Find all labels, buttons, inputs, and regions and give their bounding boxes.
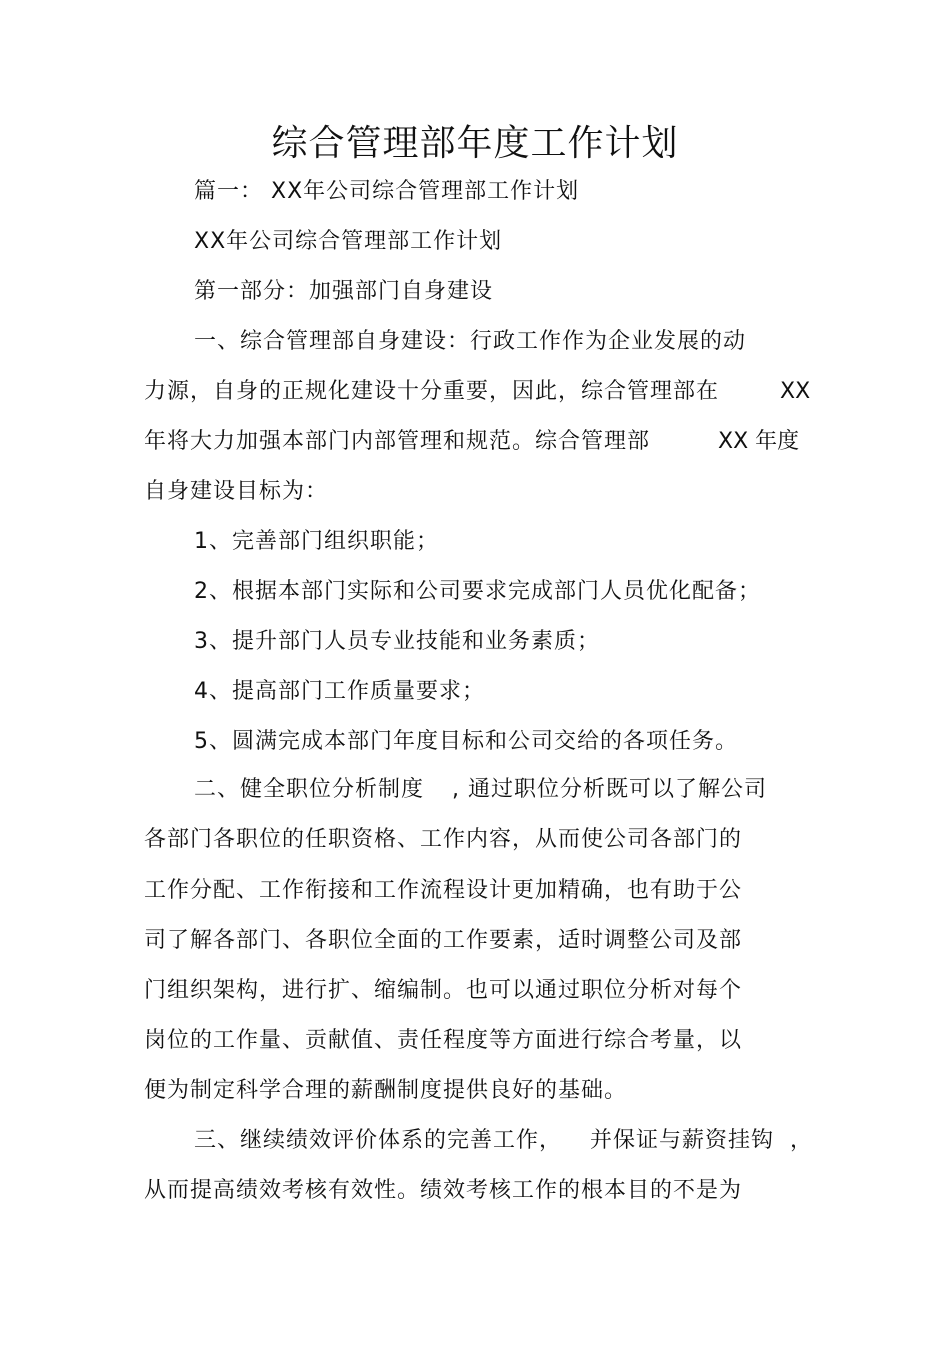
part-one-heading: 第一部分：加强部门自身建设 [194, 279, 494, 304]
paragraph-fragment: 并保证与薪资挂钩 [590, 1128, 775, 1153]
paragraph-fragment: XX [780, 379, 811, 404]
paragraph-line: 年将大力加强本部门内部管理和规范。综合管理部 [144, 429, 651, 454]
subtitle-line: 篇一： XX年公司综合管理部工作计划 [194, 179, 580, 204]
paragraph-line: 各部门各职位的任职资格、工作内容，从而使公司各部门的 [144, 827, 743, 852]
paragraph-line: 力源，自身的正规化建设十分重要，因此，综合管理部在 [144, 379, 720, 404]
paragraph-line: 从而提高绩效考核有效性。绩效考核工作的根本目的不是为 [144, 1178, 743, 1203]
document-title: 综合管理部年度工作计划 [271, 123, 679, 164]
paragraph-line: 司了解各部门、各职位全面的工作要素，适时调整公司及部 [144, 928, 743, 953]
list-item: 5、圆满完成本部门年度目标和公司交给的各项任务。 [194, 729, 738, 754]
list-item: 2、根据本部门实际和公司要求完成部门人员优化配备； [194, 579, 761, 604]
paragraph-line: 三、继续绩效评价体系的完善工作， [194, 1128, 563, 1153]
list-item: 4、提高部门工作质量要求； [194, 679, 485, 704]
plan-heading: XX年公司综合管理部工作计划 [194, 229, 503, 254]
list-item: 3、提升部门人员专业技能和业务素质； [194, 629, 600, 654]
paragraph-line: 自身建设目标为： [144, 479, 329, 504]
paragraph-line: 一、综合管理部自身建设：行政工作作为企业发展的动 [194, 329, 747, 354]
list-item: 1、完善部门组织职能； [194, 529, 439, 554]
paragraph-line: 便为制定科学合理的薪酬制度提供良好的基础。 [144, 1078, 628, 1103]
paragraph-fragment: ， [790, 1128, 814, 1153]
paragraph-line: 二、健全职位分析制度 [194, 777, 425, 802]
paragraph-line: 门组织架构，进行扩、缩编制。也可以通过职位分析对每个 [144, 978, 743, 1003]
paragraph-fragment: XX 年度 [718, 429, 800, 454]
paragraph-fragment: , 通过职位分析既可以了解公司 [452, 777, 767, 802]
paragraph-line: 工作分配、工作衔接和工作流程设计更加精确，也有助于公 [144, 878, 743, 903]
paragraph-line: 岗位的工作量、贡献值、责任程度等方面进行综合考量，以 [144, 1028, 743, 1053]
